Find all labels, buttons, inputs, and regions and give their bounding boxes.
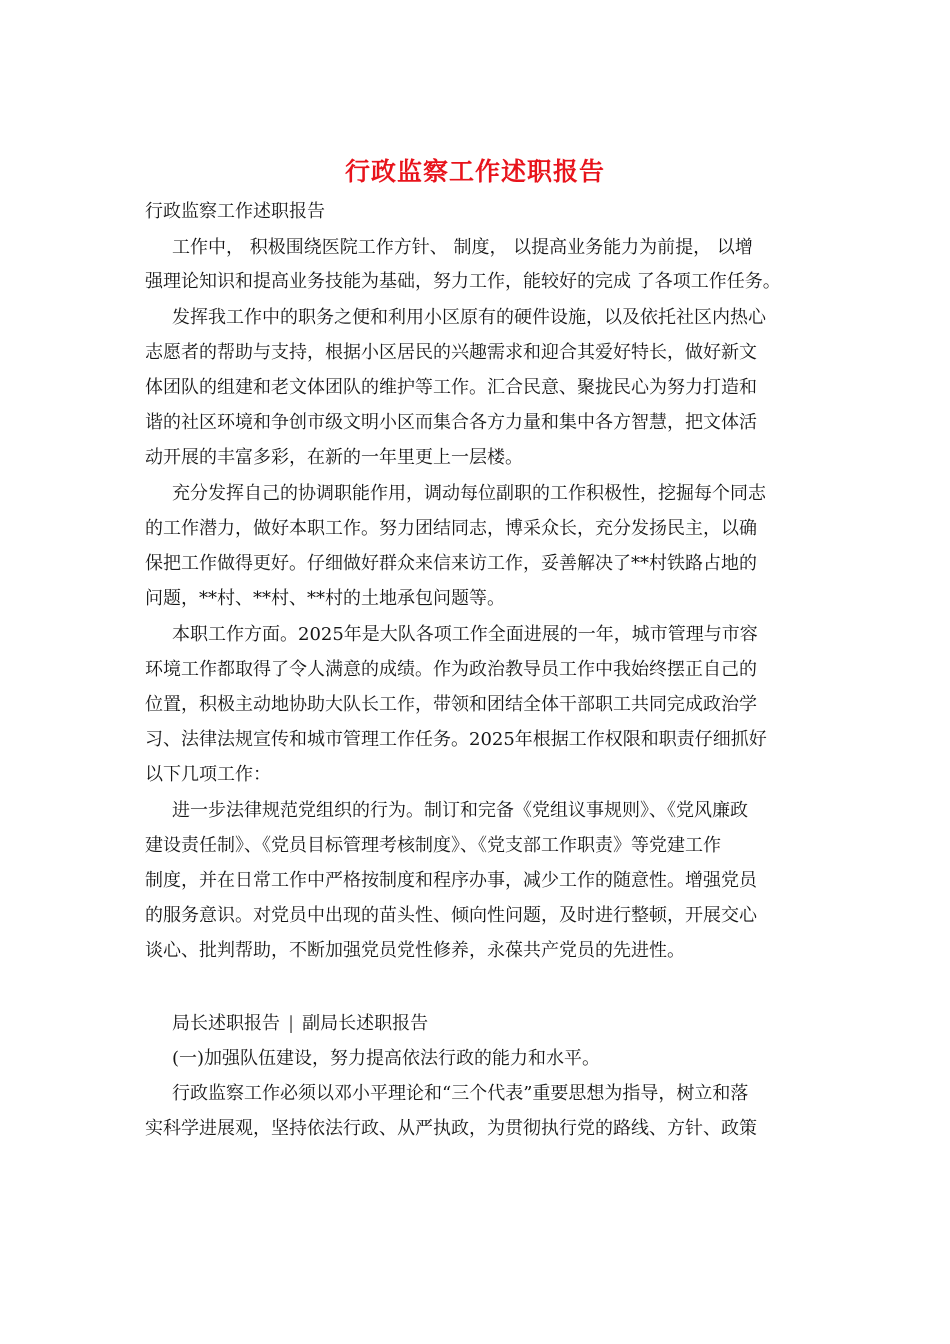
link-director-report[interactable]: 局长述职报告 — [172, 1013, 280, 1034]
paragraph-line: 体团队的组建和老文体团队的维护等工作。汇合民意、聚拢民心为努力打造和 — [145, 377, 757, 398]
paragraph-line: 环境工作都取得了令人满意的成绩。作为政治教导员工作中我始终摆正自己的 — [145, 659, 757, 680]
paragraph-line: 位置，积极主动地协助大队长工作，带领和团结全体干部职工共同完成政治学 — [145, 694, 757, 715]
paragraph-line: 动开展的丰富多彩，在新的一年里更上一层楼。 — [145, 447, 523, 468]
paragraph-line: 谐的社区环境和争创市级文明小区而集合各方力量和集中各方智慧，把文体活 — [145, 412, 757, 433]
paragraph-line: 实科学进展观，坚持依法行政、从严执政，为贯彻执行党的路线、方针、政策 — [145, 1118, 757, 1139]
paragraph-line: 充分发挥自己的协调职能作用，调动每位副职的工作积极性，挖掘每个同志 — [172, 483, 766, 504]
paragraph-line: 建设责任制》、《党员目标管理考核制度》、《党支部工作职责》等党建工作 — [145, 835, 721, 856]
paragraph-line: 进一步法律规范党组织的行为。制订和完备《党组议事规则》、《党风廉政 — [172, 800, 748, 821]
paragraph-line: 志愿者的帮助与支持，根据小区居民的兴趣需求和迎合其爱好特长，做好新文 — [145, 342, 757, 363]
paragraph-line: 工作中， 积极围绕医院工作方针、 制度， 以提高业务能力为前提， 以增 — [172, 237, 753, 258]
document-subtitle: 行政监察工作述职报告 — [145, 201, 325, 222]
paragraph-line: 保把工作做得更好。仔细做好群众来信来访工作，妥善解决了**村铁路占地的 — [145, 553, 757, 574]
paragraph-line: 的工作潜力，做好本职工作。努力团结同志，博采众长，充分发扬民主，以确 — [145, 518, 757, 539]
link-deputy-director-report[interactable]: 副局长述职报告 — [302, 1013, 429, 1034]
paragraph-line: (一)加强队伍建设，努力提高依法行政的能力和水平。 — [172, 1048, 601, 1069]
paragraph-line: 强理论知识和提高业务技能为基础，努力工作，能较好的完成 了各项工作任务。 — [145, 271, 781, 292]
paragraph-line: 谈心、批判帮助，不断加强党员党性修养，永葆共产党员的先进性。 — [145, 940, 685, 961]
link-separator: | — [288, 1013, 295, 1034]
paragraph-line: 习、法律法规宣传和城市管理工作任务。2025年根据工作权限和职责仔细抓好 — [145, 729, 767, 750]
paragraph-line: 制度，并在日常工作中严格按制度和程序办事，减少工作的随意性。增强党员 — [145, 870, 757, 891]
paragraph-line: 以下几项工作： — [145, 764, 271, 785]
paragraph-line: 本职工作方面。2025年是大队各项工作全面进展的一年，城市管理与市容 — [172, 624, 758, 645]
paragraph-line: 的服务意识。对党员中出现的苗头性、倾向性问题，及时进行整顿，开展交心 — [145, 905, 757, 926]
paragraph-line: 行政监察工作必须以邓小平理论和“三个代表”重要思想为指导，树立和落 — [172, 1083, 749, 1104]
paragraph-line: 发挥我工作中的职务之便和利用小区原有的硬件设施，以及依托社区内热心 — [172, 307, 766, 328]
document-title: 行政监察工作述职报告 — [344, 157, 605, 186]
paragraph-line: 问题，**村、**村、**村的土地承包问题等。 — [145, 588, 505, 609]
related-links — [172, 1012, 428, 1036]
